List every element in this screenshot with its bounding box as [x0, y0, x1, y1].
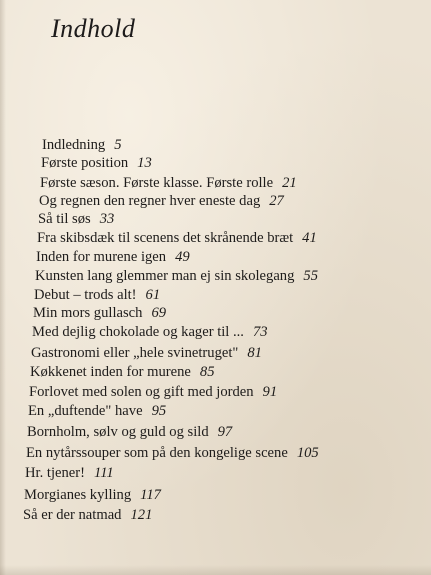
toc-entry-label: Min mors gullasch	[33, 305, 143, 321]
toc-entry-label: Med dejlig chokolade og kager til ...	[32, 324, 244, 340]
toc-entry-page: 13	[137, 155, 152, 171]
toc-entry	[41, 154, 152, 172]
toc-entry-label: Og regnen den regner hver eneste dag	[39, 193, 261, 209]
toc-entry-label: Inden for murene igen	[36, 249, 167, 265]
toc-entry-page: 41	[302, 230, 317, 246]
toc-entry-page: 95	[151, 403, 167, 419]
toc-entry-label: Første sæson. Første klasse. Første rolle	[40, 175, 274, 191]
toc-entry-page: 105	[296, 445, 319, 461]
toc-entry-label: En „duftende" have	[28, 403, 143, 419]
toc-entry-label: Kunsten lang glemmer man ej sin skolegang	[35, 268, 295, 284]
toc-entry-label: Gastronomi eller „hele svinetruget"	[31, 345, 239, 361]
toc-entry	[28, 402, 166, 420]
toc-entry-label: Morgianes kylling	[24, 487, 132, 503]
toc-entry-page: 5	[114, 137, 122, 153]
toc-entry-page: 121	[130, 507, 153, 523]
toc-entry-page: 33	[99, 211, 115, 227]
toc-entry	[37, 229, 317, 247]
toc-entry-page: 73	[252, 324, 268, 340]
toc-entry-label: En nytårssouper som på den kongelige scene	[26, 445, 288, 461]
toc-entry-label: Fra skibsdæk til scenens det skrånende bræt	[37, 230, 294, 246]
toc-entry-label: Første position	[41, 155, 129, 171]
toc-entry	[23, 506, 152, 524]
toc-entry	[30, 363, 214, 381]
toc-entry	[38, 210, 114, 228]
toc-entry	[34, 286, 160, 304]
toc-entry-page: 27	[269, 193, 284, 209]
toc-entry	[29, 383, 277, 401]
toc-entry	[32, 323, 268, 341]
toc-entry	[31, 344, 262, 362]
toc-entry	[27, 423, 232, 441]
toc-entry-page: 91	[262, 384, 278, 400]
toc-entry-page: 97	[217, 424, 233, 440]
toc-entry-page: 117	[140, 487, 161, 503]
toc-entry-page: 81	[247, 345, 262, 361]
toc-entry-page: 21	[282, 175, 297, 191]
toc-entry-label: Så til søs	[38, 211, 91, 227]
toc-entry-label: Hr. tjener!	[25, 465, 85, 481]
toc-entry-page: 69	[151, 305, 167, 321]
toc-entry-label: Bornholm, sølv og guld og sild	[27, 424, 209, 440]
toc-entry	[33, 304, 166, 322]
toc-entry	[25, 464, 114, 482]
toc-entry-page: 111	[93, 465, 114, 481]
toc-entry	[36, 248, 190, 266]
toc-entry-label: Så er der natmad	[23, 507, 122, 523]
toc-entry-page: 85	[199, 364, 215, 380]
toc-entry	[35, 267, 318, 285]
toc-entry-page: 49	[175, 249, 190, 265]
toc-entry-page: 61	[145, 287, 161, 303]
toc-entry	[39, 192, 284, 210]
toc-entry-label: Forlovet med solen og gift med jorden	[29, 384, 254, 400]
toc-entry	[24, 486, 161, 504]
toc-entry-label: Debut – trods alt!	[34, 287, 137, 303]
toc-entry	[26, 444, 319, 462]
toc-entry-label: Køkkenet inden for murene	[30, 364, 191, 380]
page-title: Indhold	[51, 14, 136, 43]
toc-entry-label: Indledning	[42, 137, 106, 153]
toc-entry	[40, 174, 297, 192]
toc-entry	[42, 136, 122, 154]
toc-entry-page: 55	[303, 268, 318, 284]
